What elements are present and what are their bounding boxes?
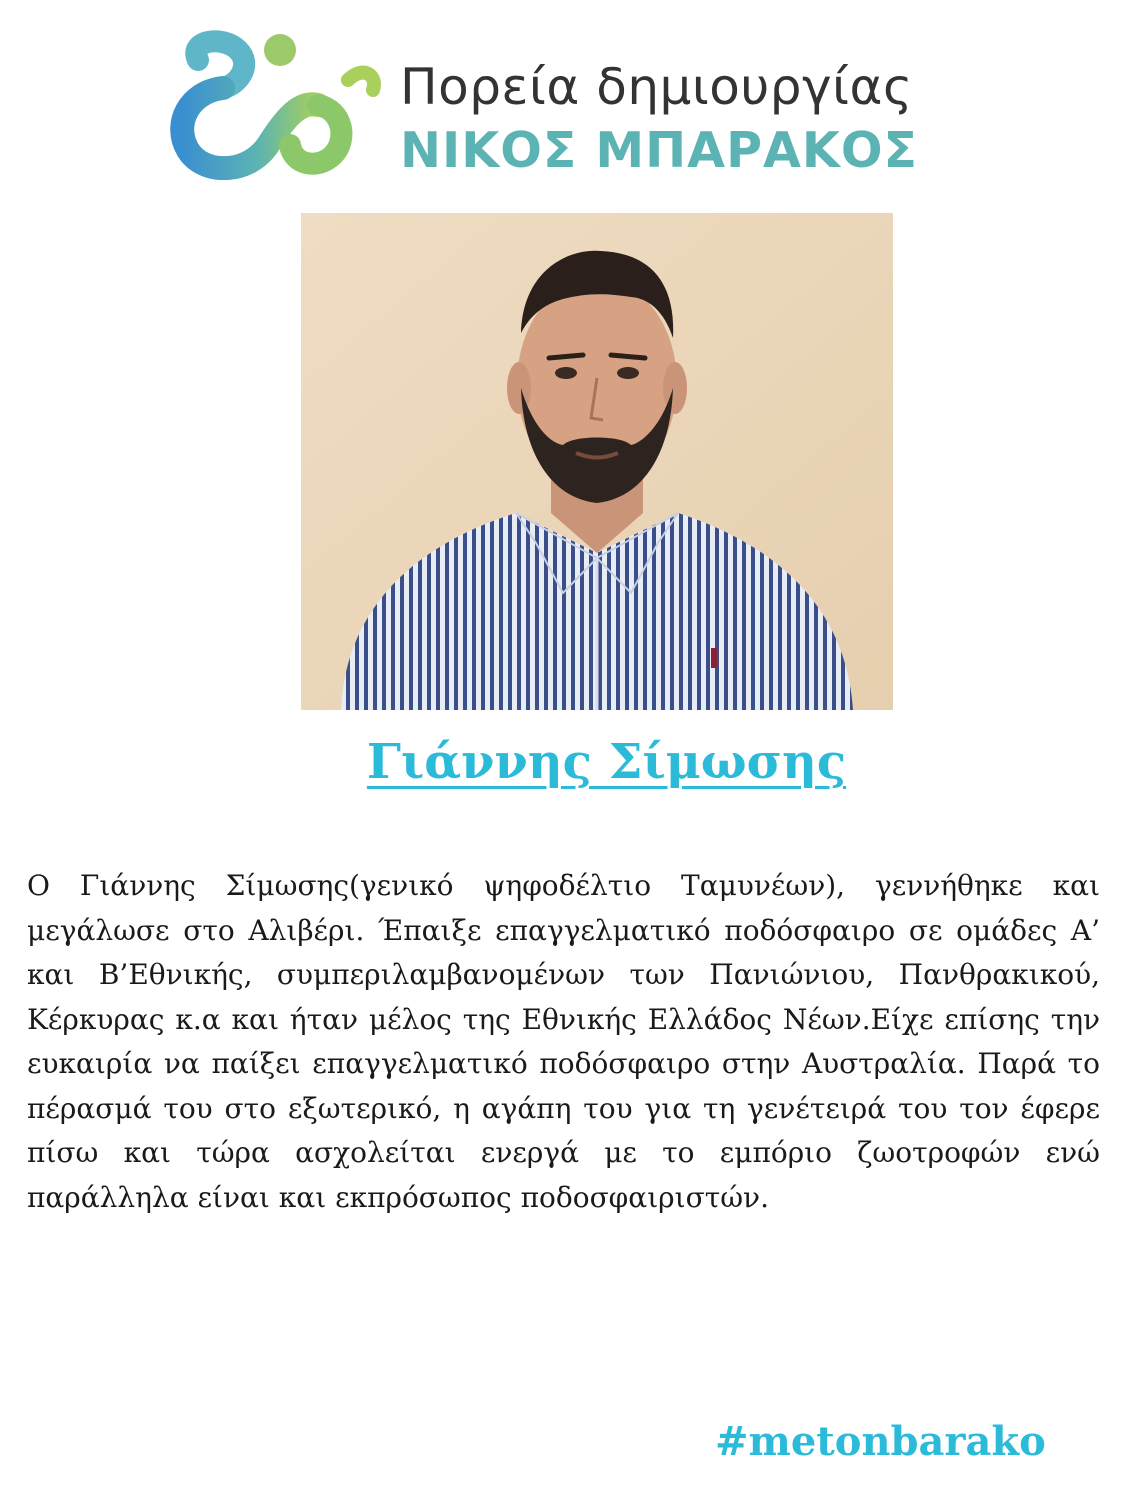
logo-subtitle: ΝΙΚΟΣ ΜΠΑΡΑΚΟΣ: [400, 122, 919, 179]
logo-title: Πορεία δημιουργίας: [400, 58, 913, 116]
person-name: Γιάννης Σίμωσης: [366, 734, 847, 790]
hashtag[interactable]: #metonbarako: [715, 1418, 1046, 1465]
logo-mark-icon: [168, 30, 383, 180]
portrait-photo: [301, 213, 893, 710]
portrait-illustration: [301, 213, 893, 710]
bio-paragraph: Ο Γιάννης Σίμωσης(γενικό ψηφοδέλτιο Ταμυνέων), γεννήθηκε και μεγάλωσε στο Αλιβέρι. Έπαιξε επαγγελματικό ποδόσφαιρο σε ομάδες Α’ και Β’Εθνικής, συμπεριλαμβανομένων των Πανιώνιου, Πανθρακικού, Κέρκυρας κ.α και ήταν μέλος της Εθνικής Ελλάδος Νέων.Είχε επίσης την ευκαιρία να παίξει επαγγελματικό ποδόσφαιρο στην Αυστραλία. Παρά το πέρασμά του στο εξωτερικό, η αγάπη του για τη γενέτειρά του τον έφερε πίσω και τώρα ασχολείται ενεργά με το εμπόριο ζωοτροφών ενώ παράλληλα είναι και εκπρόσωπος ποδοσφαιριστών.: [27, 869, 1100, 1214]
header: [0, 0, 1125, 200]
